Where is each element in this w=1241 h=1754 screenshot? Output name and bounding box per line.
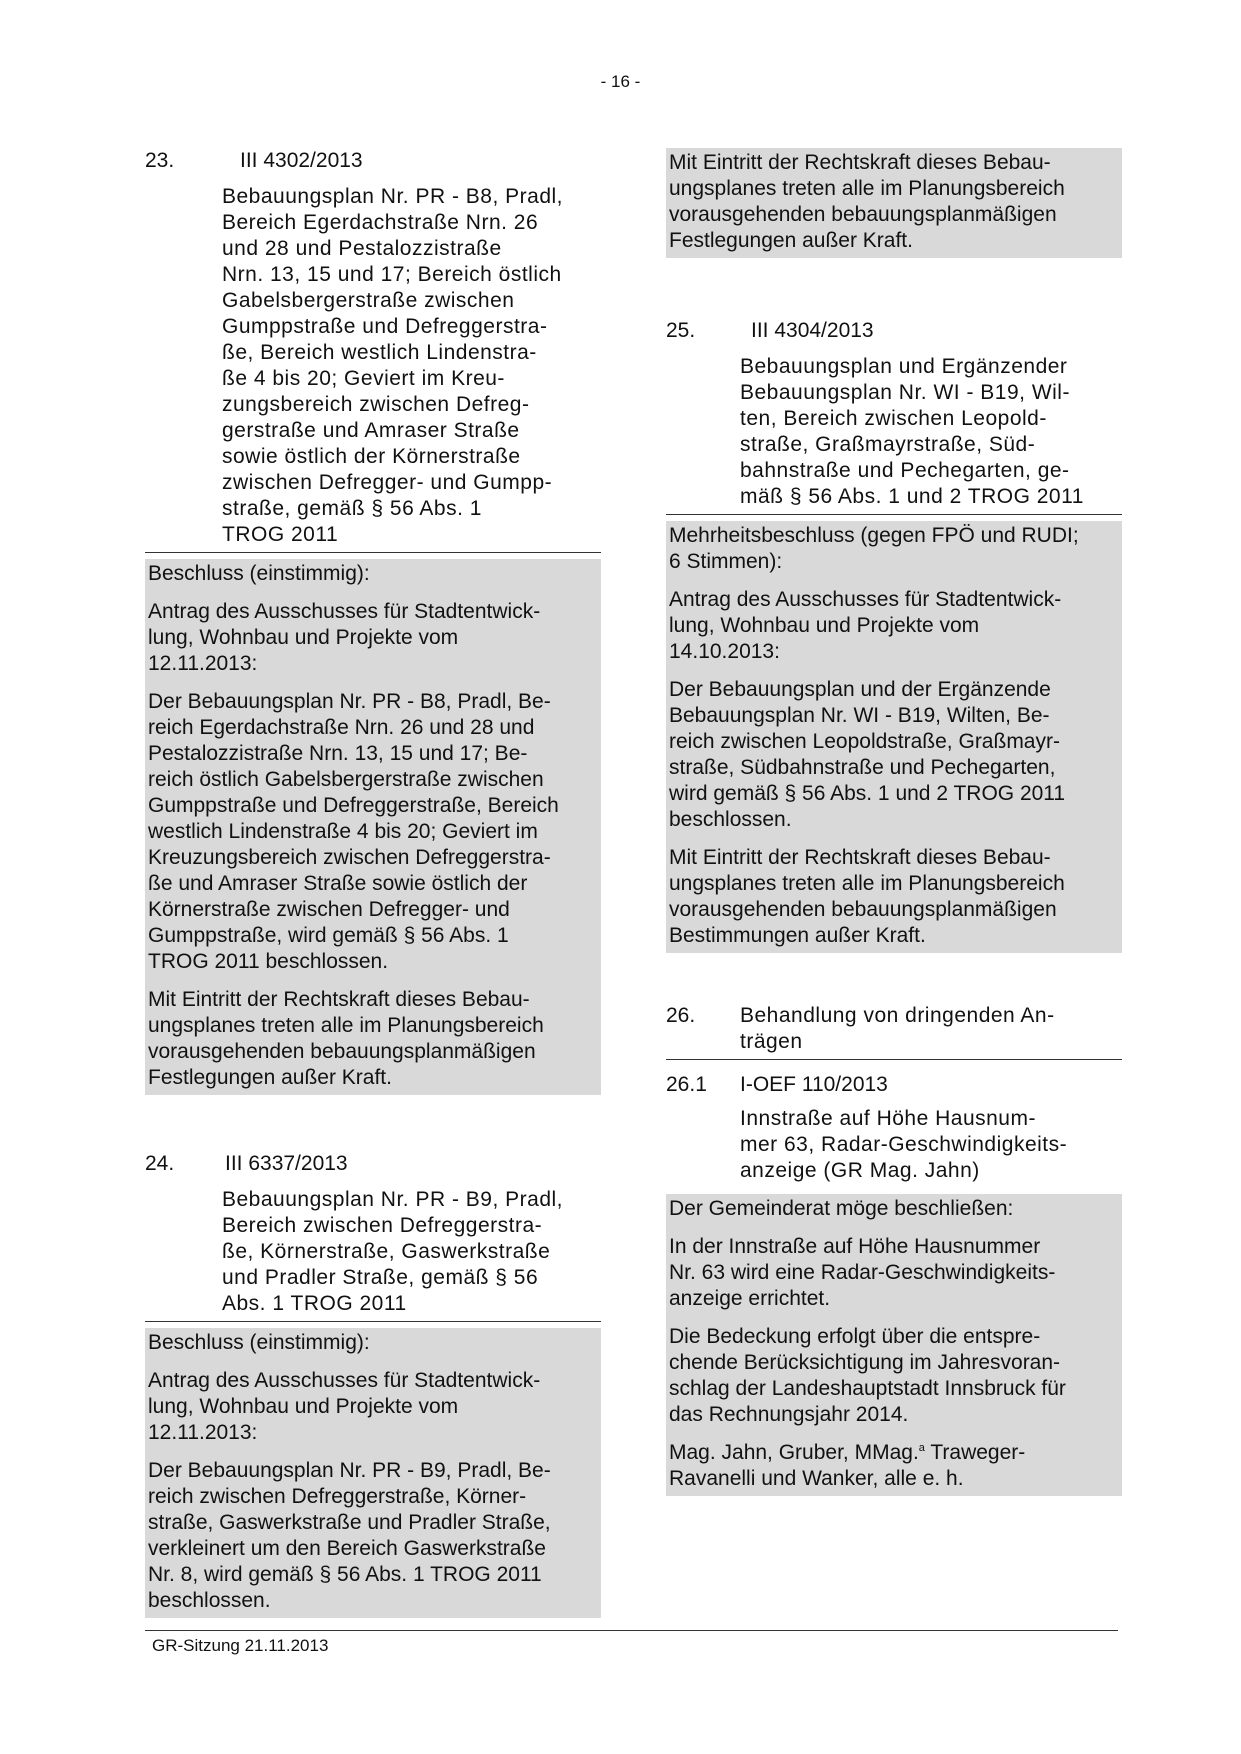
item-23-text: Der Bebauungsplan Nr. PR - B8, Pradl, Be- reich Egerdachstraße Nrn. 26 und 28 und Pestalozzistraße Nrn. 13, 15 und 17; Be- reich östlich Gabelsbergerstraße zwischen Gumppstraße und Defreggerstraße, Bereich westlich Lindenstraße 4 bis 20; Geviert im Kreuzungsbereich zwischen Defreggerstra- ße und Amraser Straße sowie östlich der Körnerstraße zwischen Defregger- und Gumppstraße, wird gemäß § 56 Abs. 1 TROG 2011 beschlossen. bbox=[148, 690, 559, 973]
item-26-1-title-line: mer 63, Radar-Geschwindigkeits- bbox=[740, 1133, 1068, 1156]
item-25-title-line: bahnstraße und Pechegarten, ge- bbox=[740, 459, 1070, 482]
item-23-reference: III 4302/2013 bbox=[240, 149, 363, 172]
item-23-title-line: zwischen Defregger- und Gumpp- bbox=[222, 471, 553, 494]
item-25-effect: Mit Eintritt der Rechtskraft dieses Bebau- ungsplanes treten alle im Planungsbereich vorausgehenden bebauungsplanmäßigen Bestimmungen außer Kraft. bbox=[669, 846, 1065, 947]
item-25-header bbox=[666, 318, 1122, 344]
item-23-decision: Beschluss (einstimmig): bbox=[148, 562, 370, 585]
item-24-title-line: Bebauungsplan Nr. PR - B9, Pradl, bbox=[222, 1188, 564, 1211]
item-26-title-line: Behandlung von dringenden An- bbox=[740, 1004, 1055, 1027]
item-26-1-header bbox=[666, 1072, 1122, 1098]
item-26-1-signatories bbox=[669, 1440, 1119, 1492]
item-23-resolution-box bbox=[145, 559, 601, 1095]
continued-effect: Mit Eintritt der Rechtskraft dieses Bebau- ungsplanes treten alle im Planungsbereich vorausgehenden bebauungsplanmäßigen Festlegungen außer Kraft. bbox=[669, 151, 1065, 252]
item-25-text: Der Bebauungsplan und der Ergänzende Bebauungsplan Nr. WI - B19, Wilten, Be- reich zwischen Leopoldstraße, Graßmayr- straße, Südbahnstraße und Pechegarten, wird gemäß § 56 Abs. 1 und 2 TROG 2011 beschlossen. bbox=[669, 678, 1066, 831]
item-23-title-line: Gabelsbergerstraße zwischen bbox=[222, 289, 515, 312]
item-26-1-number: 26.1 bbox=[666, 1073, 707, 1096]
item-26-1-reference: I-OEF 110/2013 bbox=[740, 1073, 888, 1096]
page-number: - 16 - bbox=[600, 72, 641, 91]
footer-text: GR-Sitzung 21.11.2013 bbox=[152, 1636, 329, 1655]
item-24-text: Der Bebauungsplan Nr. PR - B9, Pradl, Be- reich zwischen Defreggerstraße, Körner- straße, Gaswerkstraße und Pradler Straße, verkleinert um den Bereich Gaswerkstraße Nr. 8, wird gemäß § 56 Abs. 1 TROG 2011 beschlossen. bbox=[148, 1459, 551, 1612]
item-23-title-line: ße, Bereich westlich Lindenstra- bbox=[222, 341, 537, 364]
item-25-title bbox=[666, 354, 1122, 515]
item-23-title-line: sowie östlich der Körnerstraße bbox=[222, 445, 521, 468]
item-23-title-line: gerstraße und Amraser Straße bbox=[222, 419, 520, 442]
item-25-title-line: Bebauungsplan Nr. WI - B19, Wil- bbox=[740, 381, 1070, 404]
right-column bbox=[666, 148, 1122, 1496]
footer-rule bbox=[145, 1630, 1118, 1631]
item-24-header bbox=[145, 1151, 601, 1177]
item-23-title-line: Bebauungsplan Nr. PR - B8, Pradl, bbox=[222, 185, 564, 208]
item-23-title-line: straße, gemäß § 56 Abs. 1 bbox=[222, 497, 482, 520]
item-26-1-title bbox=[666, 1106, 1122, 1188]
item-23-title-line: Nrn. 13, 15 und 17; Bereich östlich bbox=[222, 263, 562, 286]
item-23-motion: Antrag des Ausschusses für Stadtentwick- lung, Wohnbau und Projekte vom 12.11.2013: bbox=[148, 600, 541, 675]
item-25-title-line: Bebauungsplan und Ergänzender bbox=[740, 355, 1068, 378]
left-column bbox=[145, 148, 601, 1618]
item-26-1-coverage: Die Bedeckung erfolgt über die entspre- chende Berücksichtigung im Jahresvoran- schlag der Landeshauptstadt Innsbruck für das Rechnungsjahr 2014. bbox=[669, 1325, 1066, 1426]
item-25-title-line: mäß § 56 Abs. 1 und 2 TROG 2011 bbox=[740, 485, 1084, 508]
item-25-motion: Antrag des Ausschusses für Stadtentwick- lung, Wohnbau und Projekte vom 14.10.2013: bbox=[669, 588, 1062, 663]
item-25-number: 25. bbox=[666, 319, 696, 342]
item-23-title-line: Gumppstraße und Defreggerstra- bbox=[222, 315, 548, 338]
item-24-number: 24. bbox=[145, 1152, 175, 1175]
item-23-effect: Mit Eintritt der Rechtskraft dieses Bebau- ungsplanes treten alle im Planungsbereich vorausgehenden bebauungsplanmäßigen Festlegungen außer Kraft. bbox=[148, 988, 544, 1089]
item-26-title-line: trägen bbox=[740, 1030, 803, 1053]
item-24-decision: Beschluss (einstimmig): bbox=[148, 1331, 370, 1354]
signatories-part-b: Traweger- Ravanelli und Wanker, alle e. h. bbox=[669, 1441, 1026, 1490]
item-23-title-line: TROG 2011 bbox=[222, 523, 339, 546]
item-23-title-line: und 28 und Pestalozzistraße bbox=[222, 237, 502, 260]
item-24-reference: III 6337/2013 bbox=[225, 1152, 348, 1175]
item-26-1-decision: Der Gemeinderat möge beschließen: bbox=[669, 1197, 1014, 1220]
signatories-superscript: a bbox=[918, 1442, 925, 1454]
item-25-reference: III 4304/2013 bbox=[751, 319, 874, 342]
item-26-1-text: In der Innstraße auf Höhe Hausnummer Nr. 63 wird eine Radar-Geschwindigkeits- anzeige errichtet. bbox=[669, 1235, 1056, 1310]
item-24-title-line: Abs. 1 TROG 2011 bbox=[222, 1292, 407, 1315]
item-24-title bbox=[145, 1187, 601, 1322]
item-26-1-title-line: Innstraße auf Höhe Hausnum- bbox=[740, 1107, 1036, 1130]
item-23-title-line: ße 4 bis 20; Geviert im Kreu- bbox=[222, 367, 505, 390]
item-23-number: 23. bbox=[145, 149, 175, 172]
item-26-1-title-line: anzeige (GR Mag. Jahn) bbox=[740, 1159, 980, 1182]
item-25-title-line: ten, Bereich zwischen Leopold- bbox=[740, 407, 1047, 430]
signatories-part-a: Mag. Jahn, Gruber, MMag. bbox=[669, 1441, 919, 1464]
item-25-decision: Mehrheitsbeschluss (gegen FPÖ und RUDI; 6 Stimmen): bbox=[669, 524, 1079, 573]
item-26-number: 26. bbox=[666, 1004, 696, 1027]
item-25-resolution-box bbox=[666, 521, 1122, 953]
item-25-title-line: straße, Graßmayrstraße, Süd- bbox=[740, 433, 1036, 456]
item-26-title bbox=[740, 1003, 1122, 1055]
item-24-title-line: und Pradler Straße, gemäß § 56 bbox=[222, 1266, 539, 1289]
continued-box bbox=[666, 148, 1122, 258]
item-23-header bbox=[145, 148, 601, 174]
item-23-title-line: Bereich Egerdachstraße Nrn. 26 bbox=[222, 211, 539, 234]
item-23-title-line: zungsbereich zwischen Defreg- bbox=[222, 393, 530, 416]
item-24-resolution-box bbox=[145, 1328, 601, 1618]
item-24-title-line: ße, Körnerstraße, Gaswerkstraße bbox=[222, 1240, 551, 1263]
item-24-motion: Antrag des Ausschusses für Stadtentwick- lung, Wohnbau und Projekte vom 12.11.2013: bbox=[148, 1369, 541, 1444]
item-24-title-line: Bereich zwischen Defreggerstra- bbox=[222, 1214, 543, 1237]
item-26-header bbox=[666, 1003, 1122, 1060]
item-26-1-resolution-box bbox=[666, 1194, 1122, 1496]
item-23-title bbox=[145, 184, 601, 553]
